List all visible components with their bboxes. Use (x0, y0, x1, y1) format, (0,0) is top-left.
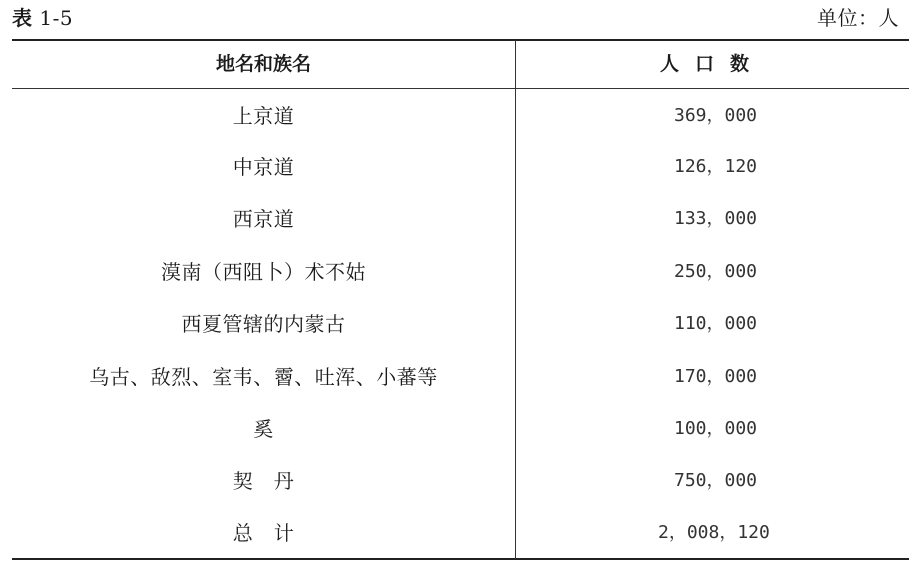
table-caption (12, 6, 73, 30)
population-value: 100，000 (674, 418, 758, 439)
population-value: 250，000 (674, 261, 758, 282)
population-value: 750，000 (674, 470, 758, 491)
region-name: 奚 (253, 417, 274, 441)
population-value: 170，000 (674, 366, 758, 387)
column-header-population: 人口数 (659, 53, 765, 75)
table-row (12, 304, 909, 344)
column-header-region: 地名和族名 (215, 53, 311, 75)
table-row (12, 409, 909, 449)
region-name: 上京道 (232, 104, 295, 128)
table-row (12, 147, 909, 187)
total-value: 2，008，120 (658, 522, 770, 543)
table-row (12, 199, 909, 239)
table-row (12, 461, 909, 501)
table-row (12, 357, 909, 397)
top-rule (12, 39, 909, 41)
table-row (12, 252, 909, 292)
table-label: 表 (12, 6, 33, 30)
region-name: 漠南（西阻卜）术不姑 (161, 260, 366, 284)
total-label: 总 计 (232, 521, 295, 545)
population-value: 133，000 (674, 208, 758, 229)
unit-label: 单位：人 (817, 6, 899, 30)
population-value: 126，120 (674, 156, 758, 177)
region-name: 西夏管辖的内蒙古 (181, 312, 346, 336)
table-number: 1-5 (39, 6, 74, 30)
population-value: 110，000 (674, 313, 758, 334)
table-row-total (12, 513, 909, 553)
population-value: 369，000 (674, 105, 758, 126)
region-name: 中京道 (232, 155, 295, 179)
region-name: 乌古、敌烈、室韦、霫、吐浑、小蕃等 (89, 365, 438, 389)
region-name: 西京道 (232, 207, 295, 231)
header-rule (12, 88, 909, 89)
table-row (12, 96, 909, 136)
bottom-rule (12, 558, 909, 560)
region-name: 契 丹 (232, 469, 295, 493)
